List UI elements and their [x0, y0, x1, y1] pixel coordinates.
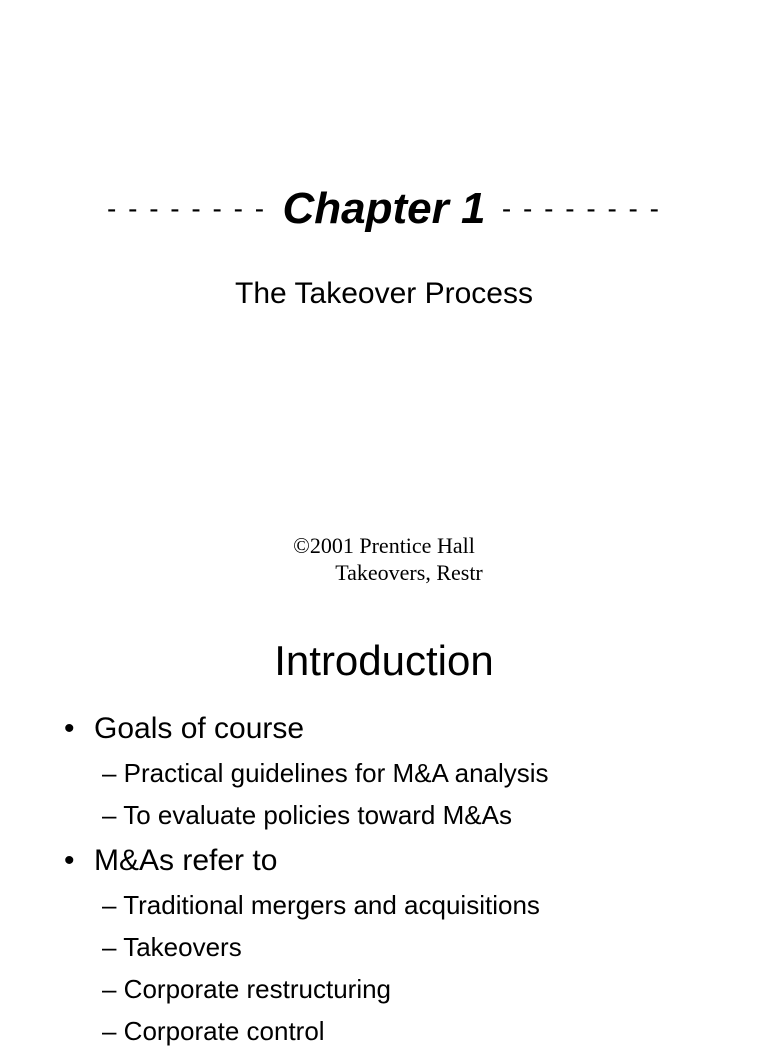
bullet-label: M&As refer to — [94, 844, 278, 877]
dashes-left: - - - - - - - - — [107, 193, 267, 224]
chapter-heading — [0, 182, 768, 236]
sub-item: – Takeovers — [102, 932, 242, 962]
bullet-label: Goals of course — [94, 712, 305, 745]
sub-item: – To evaluate policies toward M&As — [102, 800, 512, 830]
bullet-marker: • — [64, 844, 75, 877]
book-title-line: Takeovers, Restr — [335, 560, 483, 585]
bullet-list — [64, 710, 549, 1058]
introduction-slide — [0, 576, 768, 1046]
slide-title: Introduction — [274, 637, 494, 684]
sub-item: – Practical guidelines for M&A analysis — [102, 758, 549, 788]
sub-item: – Traditional mergers and acquisitions — [102, 890, 540, 920]
bullet-marker: • — [64, 712, 75, 745]
bullet-item — [64, 710, 549, 836]
chapter-subtitle: The Takeover Process — [235, 277, 533, 310]
chapter-title: Chapter 1 — [282, 184, 486, 233]
bullet-item — [64, 842, 549, 1052]
sub-item: – Corporate restructuring — [102, 974, 392, 1004]
sub-list — [94, 884, 549, 1052]
sub-item: – Corporate control — [102, 1016, 325, 1046]
dashes-right: - - - - - - - - — [501, 193, 661, 224]
sub-list — [94, 752, 549, 836]
copyright-line: ©2001 Prentice Hall — [293, 533, 475, 558]
